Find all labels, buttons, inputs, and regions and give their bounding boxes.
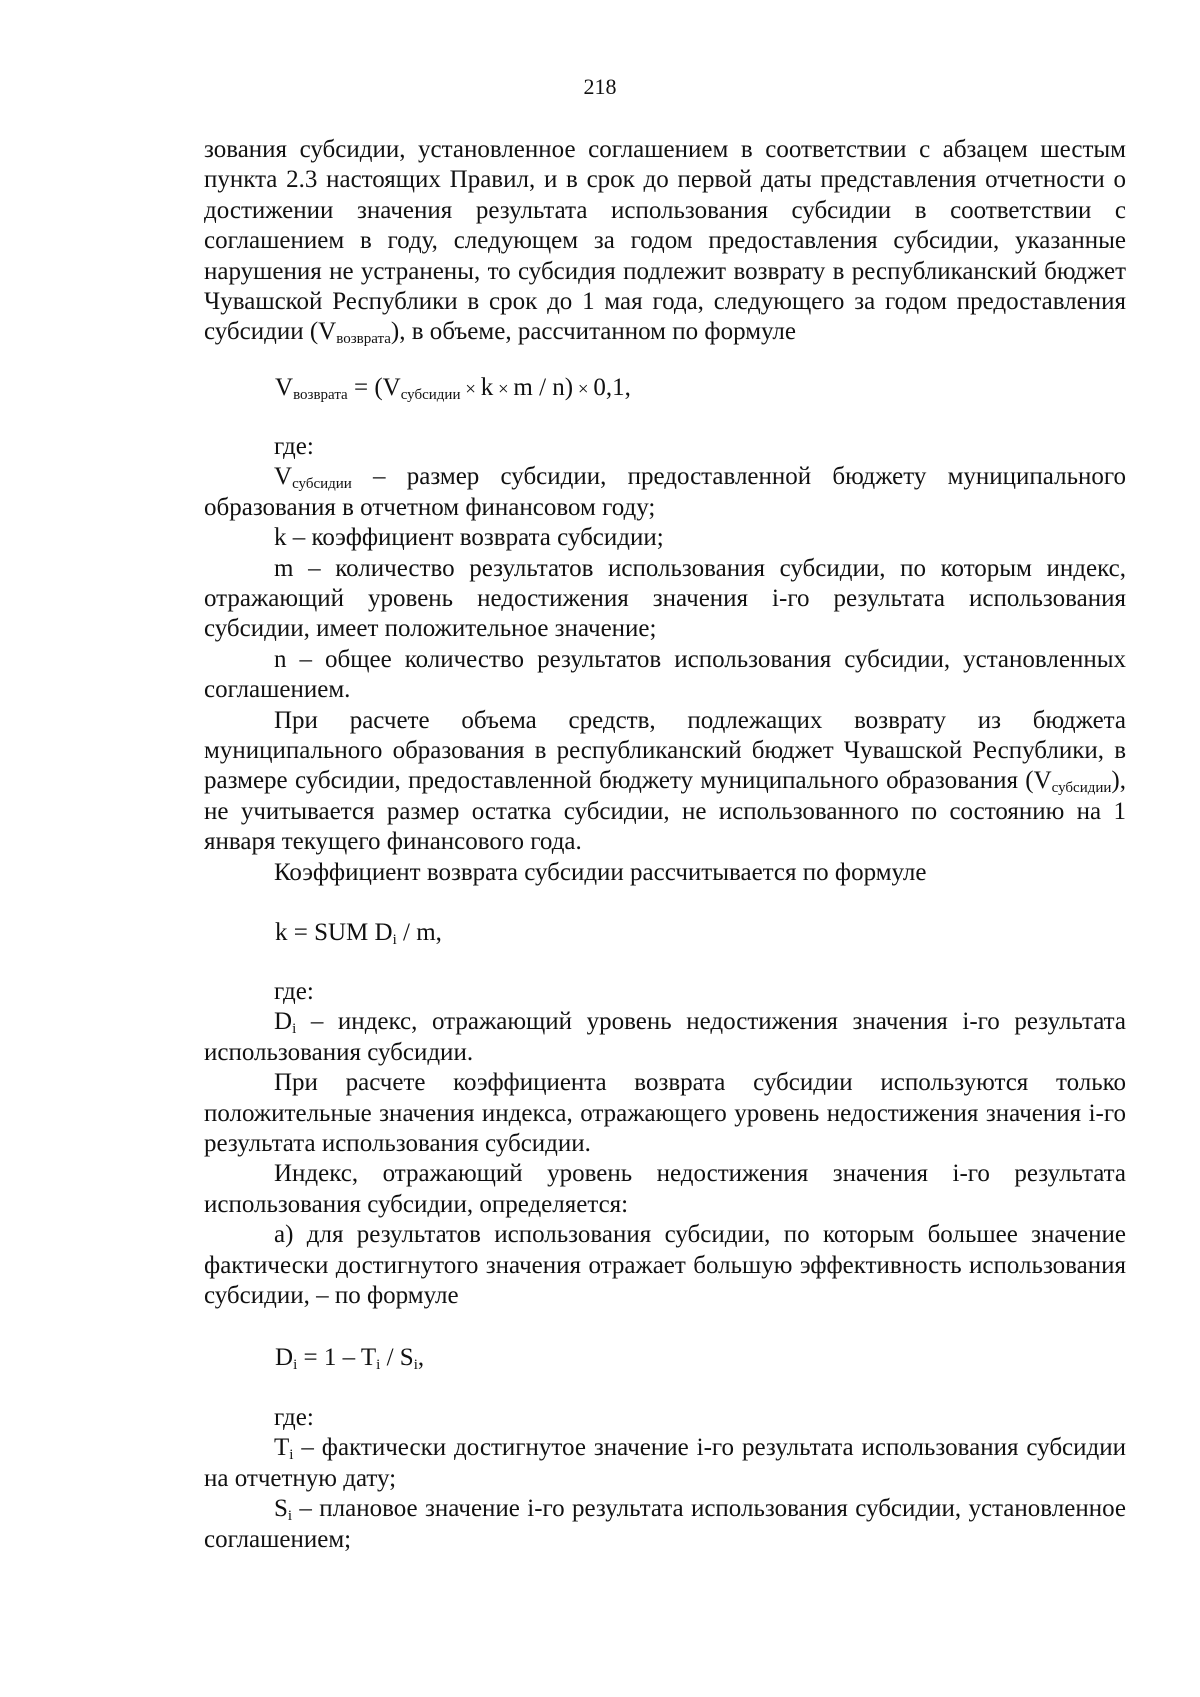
subscript: субсидии <box>1051 780 1112 797</box>
where-label: где: <box>274 1404 314 1431</box>
definitions-block-1 <box>204 432 1126 888</box>
definition-m: m – количество результатов использования субсидии, по которым индекс, отражающий уровень недостижения значения i-го результата использования субсидии, имеет положительное значение; <box>204 554 1126 643</box>
page-number: 218 <box>583 74 617 99</box>
formula-part: = 1 – T <box>297 1344 377 1371</box>
definition-n: n – общее количество результатов использования субсидии, установленных соглашением. <box>204 645 1126 704</box>
formula-part: 0,1, <box>593 374 631 401</box>
formula-v-return <box>275 373 631 405</box>
definitions-block-3 <box>204 1403 1126 1555</box>
formula-part: / m, <box>396 919 442 946</box>
paragraph-return-condition <box>204 135 1126 348</box>
subscript: i <box>289 1447 294 1464</box>
formula-part: m / n) <box>513 374 574 401</box>
paragraph-calculation <box>204 706 1126 858</box>
subscript: i <box>392 932 397 948</box>
subscript: i <box>413 1357 418 1373</box>
paragraph-case-a: а) для результатов использования субсидии, по которым большее значение фактически достигнутого значения отражает большую эффективность использования субсидии, – по формуле <box>204 1221 1126 1310</box>
definition-si <box>204 1494 1126 1555</box>
formula-symbol: k <box>480 374 494 401</box>
definition-v-subsidy <box>204 462 1126 523</box>
times-operator: × <box>460 379 481 400</box>
paragraph-text-tail: ), в объеме, рассчитанном по формуле <box>390 318 796 346</box>
formula-symbol: D <box>275 1344 294 1371</box>
definitions-block-2 <box>204 977 1126 1311</box>
subscript: i <box>293 1357 298 1373</box>
subscript: субсидии <box>292 476 352 493</box>
definition-ti <box>204 1433 1126 1494</box>
subscript: i <box>287 1508 293 1525</box>
paragraph-index: Индекс, отражающий уровень недостижения значения i-го результата использования субсидии, определяется: <box>204 1160 1126 1218</box>
formula-part: k = SUM D <box>275 919 393 946</box>
where-label: где: <box>274 433 314 460</box>
formula-symbol: T <box>274 1434 290 1462</box>
subscript: возврата <box>336 331 391 348</box>
subscript: возврата <box>293 387 348 403</box>
definition-text: – размер субсидии, предоставленной бюджету муниципального образования в отчетном финансовом году; <box>204 463 1126 521</box>
formula-di <box>275 1343 424 1373</box>
definition-text: – фактически достигнутое значение i-го результата использования субсидии на отчетную дату; <box>204 1434 1126 1492</box>
paragraph-text: зования субсидии, установленное соглашением в соответствии с абзацем шестым пункта 2.3 настоящих Правил, и в срок до первой даты представления отчетности о достижении значения результата использования субсидии в соответствии с соглашением в году, следующем за годом предоставления субсидии, указанные нарушения не устранены, то субсидия подлежит возврату в республиканский бюджет Чувашской Республики в срок до 1 мая года, следующего за годом предоставления субсидии (V <box>204 136 1126 346</box>
subscript: i <box>292 1021 297 1038</box>
formula-part: , <box>417 1344 425 1371</box>
subscript: субсидии <box>400 387 461 403</box>
paragraph-text: При расчете объема средств, подлежащих возврату из бюджета муниципального образования в республиканский бюджет Чувашской Республики, в размере субсидии, предоставленной бюджету муниципального образования (V <box>204 706 1126 795</box>
formula-symbol: S <box>274 1495 288 1523</box>
times-operator: × <box>493 379 514 400</box>
formula-part: = (V <box>347 374 401 401</box>
paragraph-positive-values: При расчете коэффициента возврата субсидии используются только положительные значения индекса, отражающего уровень недостижения значения i-го результата использования субсидии. <box>204 1069 1126 1158</box>
definition-di <box>204 1007 1126 1068</box>
formula-symbol: V <box>274 463 293 491</box>
subscript: i <box>376 1357 381 1373</box>
where-label: где: <box>274 978 314 1005</box>
formula-symbol: D <box>274 1008 293 1036</box>
formula-part: / S <box>380 1344 414 1371</box>
definition-k: k – коэффициент возврата субсидии; <box>274 524 664 552</box>
definition-text: – индекс, отражающий уровень недостижения значения i-го результата использования субсидии. <box>204 1008 1126 1066</box>
formula-symbol: V <box>275 374 294 401</box>
definition-text: – плановое значение i-го результата использования субсидии, установленное соглашением; <box>204 1495 1126 1553</box>
paragraph-coefficient: Коэффициент возврата субсидии рассчитывается по формуле <box>274 858 927 886</box>
formula-k <box>275 918 442 948</box>
paragraph-text-tail: ), не учитывается размер остатка субсидии, не использованного по состоянию на 1 января текущего финансового года. <box>204 767 1126 856</box>
times-operator: × <box>573 379 594 400</box>
